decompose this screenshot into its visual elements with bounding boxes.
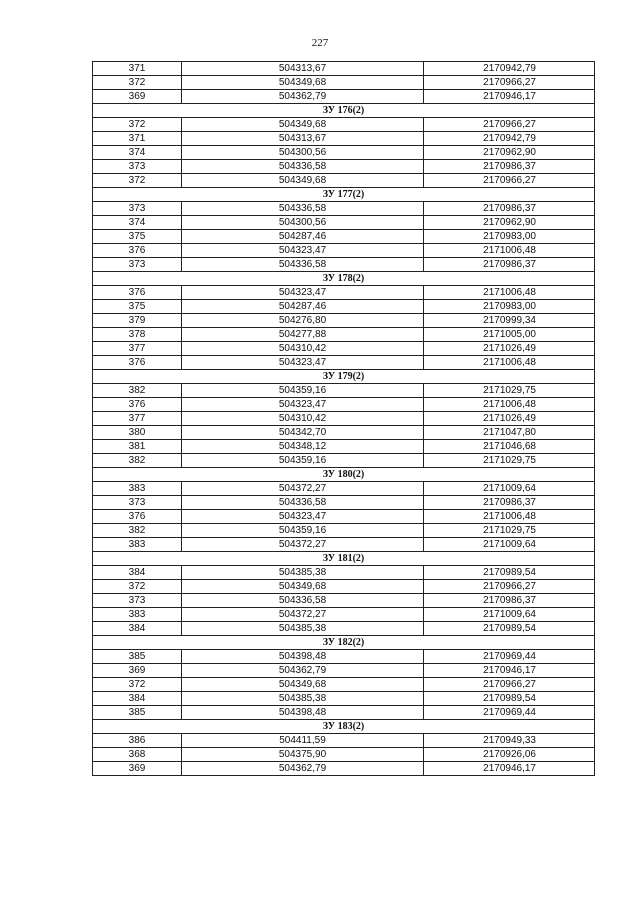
plot-section-title: ЗУ 177(2) <box>93 188 595 202</box>
point-number-cell: 375 <box>93 230 182 244</box>
point-number-cell: 369 <box>93 762 182 776</box>
plot-section-header-row <box>93 104 595 118</box>
point-number-cell: 373 <box>93 594 182 608</box>
point-number-cell: 375 <box>93 300 182 314</box>
point-number-cell: 377 <box>93 342 182 356</box>
x-coordinate-cell: 504313,67 <box>182 132 424 146</box>
table-row <box>93 202 595 216</box>
point-number-cell: 380 <box>93 426 182 440</box>
x-coordinate-cell: 504336,58 <box>182 160 424 174</box>
point-number-cell: 384 <box>93 622 182 636</box>
point-number-cell: 371 <box>93 132 182 146</box>
plot-section-title: ЗУ 179(2) <box>93 370 595 384</box>
x-coordinate-cell: 504277,88 <box>182 328 424 342</box>
point-number-cell: 373 <box>93 258 182 272</box>
y-coordinate-cell: 2171046,68 <box>424 440 595 454</box>
y-coordinate-cell: 2171026,49 <box>424 412 595 426</box>
table-row <box>93 594 595 608</box>
x-coordinate-cell: 504349,68 <box>182 580 424 594</box>
x-coordinate-cell: 504411,59 <box>182 734 424 748</box>
table-row <box>93 510 595 524</box>
coordinates-table-body <box>93 62 595 776</box>
table-row <box>93 328 595 342</box>
y-coordinate-cell: 2170989,54 <box>424 692 595 706</box>
y-coordinate-cell: 2170926,06 <box>424 748 595 762</box>
table-row <box>93 398 595 412</box>
y-coordinate-cell: 2170969,44 <box>424 706 595 720</box>
y-coordinate-cell: 2170966,27 <box>424 76 595 90</box>
y-coordinate-cell: 2170969,44 <box>424 650 595 664</box>
table-row <box>93 608 595 622</box>
table-row <box>93 356 595 370</box>
table-row <box>93 426 595 440</box>
y-coordinate-cell: 2170966,27 <box>424 118 595 132</box>
x-coordinate-cell: 504359,16 <box>182 454 424 468</box>
point-number-cell: 372 <box>93 580 182 594</box>
x-coordinate-cell: 504336,58 <box>182 496 424 510</box>
x-coordinate-cell: 504372,27 <box>182 608 424 622</box>
y-coordinate-cell: 2171029,75 <box>424 454 595 468</box>
point-number-cell: 384 <box>93 566 182 580</box>
x-coordinate-cell: 504336,58 <box>182 258 424 272</box>
point-number-cell: 384 <box>93 692 182 706</box>
table-row <box>93 314 595 328</box>
x-coordinate-cell: 504362,79 <box>182 90 424 104</box>
x-coordinate-cell: 504336,58 <box>182 594 424 608</box>
point-number-cell: 368 <box>93 748 182 762</box>
x-coordinate-cell: 504342,70 <box>182 426 424 440</box>
x-coordinate-cell: 504349,68 <box>182 174 424 188</box>
y-coordinate-cell: 2171047,80 <box>424 426 595 440</box>
plot-section-title: ЗУ 180(2) <box>93 468 595 482</box>
table-row <box>93 538 595 552</box>
x-coordinate-cell: 504349,68 <box>182 678 424 692</box>
table-row <box>93 748 595 762</box>
point-number-cell: 376 <box>93 510 182 524</box>
y-coordinate-cell: 2170949,33 <box>424 734 595 748</box>
y-coordinate-cell: 2171009,64 <box>424 538 595 552</box>
y-coordinate-cell: 2171006,48 <box>424 398 595 412</box>
y-coordinate-cell: 2170986,37 <box>424 160 595 174</box>
y-coordinate-cell: 2171005,00 <box>424 328 595 342</box>
x-coordinate-cell: 504323,47 <box>182 286 424 300</box>
table-row <box>93 412 595 426</box>
x-coordinate-cell: 504313,67 <box>182 62 424 76</box>
point-number-cell: 383 <box>93 608 182 622</box>
point-number-cell: 369 <box>93 664 182 678</box>
x-coordinate-cell: 504385,38 <box>182 692 424 706</box>
x-coordinate-cell: 504375,90 <box>182 748 424 762</box>
table-row <box>93 650 595 664</box>
point-number-cell: 383 <box>93 538 182 552</box>
y-coordinate-cell: 2170966,27 <box>424 678 595 692</box>
table-row <box>93 384 595 398</box>
plot-section-header-row <box>93 188 595 202</box>
plot-section-title: ЗУ 183(2) <box>93 720 595 734</box>
y-coordinate-cell: 2170946,17 <box>424 664 595 678</box>
plot-section-title: ЗУ 176(2) <box>93 104 595 118</box>
y-coordinate-cell: 2171029,75 <box>424 384 595 398</box>
table-row <box>93 90 595 104</box>
point-number-cell: 382 <box>93 384 182 398</box>
x-coordinate-cell: 504349,68 <box>182 118 424 132</box>
plot-section-header-row <box>93 636 595 650</box>
x-coordinate-cell: 504359,16 <box>182 524 424 538</box>
table-row <box>93 258 595 272</box>
point-number-cell: 372 <box>93 678 182 692</box>
x-coordinate-cell: 504372,27 <box>182 538 424 552</box>
x-coordinate-cell: 504300,56 <box>182 146 424 160</box>
y-coordinate-cell: 2170986,37 <box>424 258 595 272</box>
table-row <box>93 146 595 160</box>
table-row <box>93 622 595 636</box>
point-number-cell: 376 <box>93 398 182 412</box>
y-coordinate-cell: 2170986,37 <box>424 496 595 510</box>
point-number-cell: 373 <box>93 202 182 216</box>
plot-section-header-row <box>93 272 595 286</box>
table-row <box>93 230 595 244</box>
point-number-cell: 372 <box>93 174 182 188</box>
point-number-cell: 385 <box>93 650 182 664</box>
plot-section-title: ЗУ 181(2) <box>93 552 595 566</box>
x-coordinate-cell: 504323,47 <box>182 398 424 412</box>
x-coordinate-cell: 504348,12 <box>182 440 424 454</box>
y-coordinate-cell: 2170983,00 <box>424 300 595 314</box>
point-number-cell: 378 <box>93 328 182 342</box>
y-coordinate-cell: 2170966,27 <box>424 174 595 188</box>
table-row <box>93 678 595 692</box>
table-row <box>93 342 595 356</box>
point-number-cell: 382 <box>93 454 182 468</box>
y-coordinate-cell: 2170962,90 <box>424 146 595 160</box>
plot-section-title: ЗУ 178(2) <box>93 272 595 286</box>
point-number-cell: 371 <box>93 62 182 76</box>
point-number-cell: 377 <box>93 412 182 426</box>
x-coordinate-cell: 504398,48 <box>182 650 424 664</box>
table-row <box>93 734 595 748</box>
y-coordinate-cell: 2171006,48 <box>424 356 595 370</box>
table-row <box>93 706 595 720</box>
table-row <box>93 216 595 230</box>
x-coordinate-cell: 504276,80 <box>182 314 424 328</box>
table-row <box>93 524 595 538</box>
x-coordinate-cell: 504310,42 <box>182 412 424 426</box>
y-coordinate-cell: 2170962,90 <box>424 216 595 230</box>
y-coordinate-cell: 2170989,54 <box>424 566 595 580</box>
y-coordinate-cell: 2171026,49 <box>424 342 595 356</box>
table-row <box>93 244 595 258</box>
x-coordinate-cell: 504323,47 <box>182 356 424 370</box>
x-coordinate-cell: 504287,46 <box>182 230 424 244</box>
table-row <box>93 482 595 496</box>
y-coordinate-cell: 2171006,48 <box>424 286 595 300</box>
y-coordinate-cell: 2171009,64 <box>424 482 595 496</box>
point-number-cell: 373 <box>93 160 182 174</box>
point-number-cell: 376 <box>93 356 182 370</box>
point-number-cell: 376 <box>93 286 182 300</box>
table-row <box>93 762 595 776</box>
x-coordinate-cell: 504385,38 <box>182 566 424 580</box>
point-number-cell: 385 <box>93 706 182 720</box>
table-row <box>93 692 595 706</box>
point-number-cell: 379 <box>93 314 182 328</box>
x-coordinate-cell: 504362,79 <box>182 762 424 776</box>
y-coordinate-cell: 2171009,64 <box>424 608 595 622</box>
y-coordinate-cell: 2170999,34 <box>424 314 595 328</box>
coordinates-table <box>92 61 595 776</box>
point-number-cell: 373 <box>93 496 182 510</box>
x-coordinate-cell: 504287,46 <box>182 300 424 314</box>
y-coordinate-cell: 2170942,79 <box>424 132 595 146</box>
plot-section-header-row <box>93 468 595 482</box>
plot-section-header-row <box>93 720 595 734</box>
page-number: 227 <box>311 37 329 49</box>
y-coordinate-cell: 2170942,79 <box>424 62 595 76</box>
point-number-cell: 376 <box>93 244 182 258</box>
table-row <box>93 286 595 300</box>
y-coordinate-cell: 2170966,27 <box>424 580 595 594</box>
y-coordinate-cell: 2171029,75 <box>424 524 595 538</box>
x-coordinate-cell: 504336,58 <box>182 202 424 216</box>
table-row <box>93 174 595 188</box>
table-row <box>93 118 595 132</box>
table-row <box>93 454 595 468</box>
y-coordinate-cell: 2170946,17 <box>424 90 595 104</box>
x-coordinate-cell: 504372,27 <box>182 482 424 496</box>
point-number-cell: 374 <box>93 216 182 230</box>
point-number-cell: 381 <box>93 440 182 454</box>
table-row <box>93 132 595 146</box>
plot-section-title: ЗУ 182(2) <box>93 636 595 650</box>
table-row <box>93 76 595 90</box>
table-row <box>93 440 595 454</box>
point-number-cell: 369 <box>93 90 182 104</box>
y-coordinate-cell: 2171006,48 <box>424 244 595 258</box>
x-coordinate-cell: 504349,68 <box>182 76 424 90</box>
y-coordinate-cell: 2170983,00 <box>424 230 595 244</box>
y-coordinate-cell: 2170989,54 <box>424 622 595 636</box>
point-number-cell: 372 <box>93 76 182 90</box>
y-coordinate-cell: 2171006,48 <box>424 510 595 524</box>
point-number-cell: 372 <box>93 118 182 132</box>
table-row <box>93 580 595 594</box>
y-coordinate-cell: 2170986,37 <box>424 202 595 216</box>
table-row <box>93 496 595 510</box>
x-coordinate-cell: 504300,56 <box>182 216 424 230</box>
y-coordinate-cell: 2170946,17 <box>424 762 595 776</box>
x-coordinate-cell: 504362,79 <box>182 664 424 678</box>
x-coordinate-cell: 504323,47 <box>182 510 424 524</box>
plot-section-header-row <box>93 370 595 384</box>
table-row <box>93 566 595 580</box>
y-coordinate-cell: 2170986,37 <box>424 594 595 608</box>
table-row <box>93 160 595 174</box>
point-number-cell: 382 <box>93 524 182 538</box>
x-coordinate-cell: 504310,42 <box>182 342 424 356</box>
point-number-cell: 386 <box>93 734 182 748</box>
table-row <box>93 62 595 76</box>
x-coordinate-cell: 504359,16 <box>182 384 424 398</box>
point-number-cell: 374 <box>93 146 182 160</box>
x-coordinate-cell: 504398,48 <box>182 706 424 720</box>
table-row <box>93 300 595 314</box>
x-coordinate-cell: 504385,38 <box>182 622 424 636</box>
point-number-cell: 383 <box>93 482 182 496</box>
plot-section-header-row <box>93 552 595 566</box>
x-coordinate-cell: 504323,47 <box>182 244 424 258</box>
table-row <box>93 664 595 678</box>
